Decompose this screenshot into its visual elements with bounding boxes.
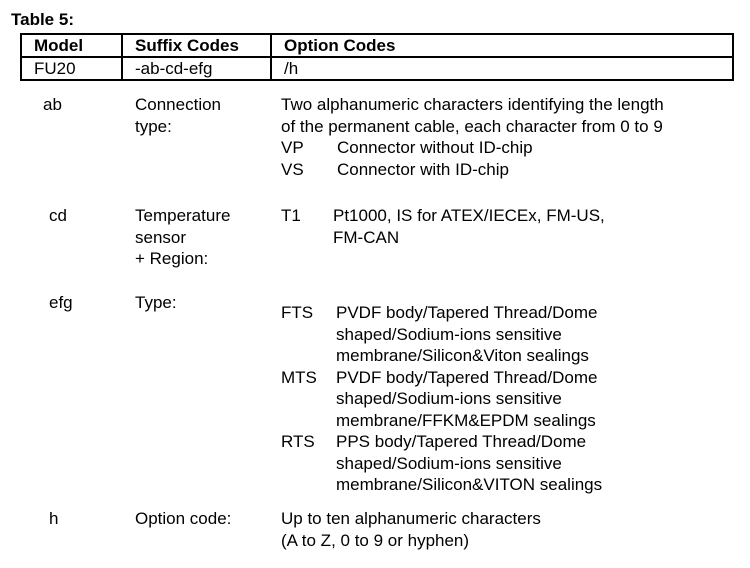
label-connection-type xyxy=(135,94,221,137)
table-row xyxy=(21,57,733,80)
option-rts xyxy=(281,431,602,453)
label-line: sensor xyxy=(135,227,187,247)
label-temperature-sensor xyxy=(135,205,230,270)
desc-line: of the permanent cable, each character from 0 to 9 xyxy=(281,116,663,136)
option-text: PVDF body/Tapered Thread/Dome xyxy=(336,367,598,387)
table-title: Table 5: xyxy=(11,10,74,29)
option-text: Connector without ID-chip xyxy=(337,138,533,157)
option-text-continued: shaped/Sodium-ions sensitive xyxy=(336,324,562,344)
desc-line: (A to Z, 0 to 9 or hyphen) xyxy=(281,530,470,550)
header-suffix-codes: Suffix Codes xyxy=(122,34,271,57)
option-text-continued: FM-CAN xyxy=(333,227,400,247)
option-vs xyxy=(281,159,664,181)
label-line: Temperature xyxy=(135,206,231,225)
code-cd: cd xyxy=(49,206,67,225)
option-t1 xyxy=(281,205,605,227)
desc-line: Up to ten alphanumeric characters xyxy=(281,509,541,528)
label-line: + Region: xyxy=(135,249,209,268)
model-code-table xyxy=(20,33,734,81)
desc-ab xyxy=(281,94,664,180)
option-code: T1 xyxy=(281,206,301,225)
option-text: Connector with ID-chip xyxy=(337,159,509,179)
option-code: VP xyxy=(281,138,304,157)
option-text: PVDF body/Tapered Thread/Dome xyxy=(336,303,598,322)
option-text: Pt1000, IS for ATEX/IECEx, FM-US, xyxy=(333,206,605,225)
desc-efg xyxy=(281,302,602,496)
header-model: Model xyxy=(21,34,122,57)
cell-model: FU20 xyxy=(21,57,122,80)
table-header-row xyxy=(21,34,733,57)
option-code: VS xyxy=(281,159,304,179)
option-text: PPS body/Tapered Thread/Dome xyxy=(336,432,587,451)
label-type: Type: xyxy=(135,293,177,312)
desc-line: Two alphanumeric characters identifying the length xyxy=(281,95,664,114)
option-fts xyxy=(281,302,602,324)
cell-suffix: -ab-cd-efg xyxy=(122,57,271,80)
option-mts xyxy=(281,367,602,389)
code-ab: ab xyxy=(43,95,62,114)
option-code: MTS xyxy=(281,367,317,387)
option-text-continued: membrane/FFKM&EPDM sealings xyxy=(336,410,596,430)
label-line: Connection xyxy=(135,95,222,114)
option-code: FTS xyxy=(281,303,314,322)
option-text-continued: membrane/Silicon&VITON sealings xyxy=(336,475,603,494)
label-line: type: xyxy=(135,116,172,136)
label-option-code: Option code: xyxy=(135,509,232,528)
option-text-continued: shaped/Sodium-ions sensitive xyxy=(336,389,562,408)
option-text-continued: membrane/Silicon&Viton sealings xyxy=(336,346,589,365)
desc-cd xyxy=(281,205,605,248)
desc-h xyxy=(281,508,541,551)
option-vp xyxy=(281,137,664,159)
cell-option: /h xyxy=(271,57,733,80)
code-efg: efg xyxy=(49,293,73,312)
header-option-codes: Option Codes xyxy=(271,34,733,57)
code-h: h xyxy=(49,509,59,528)
option-text-continued: shaped/Sodium-ions sensitive xyxy=(336,453,562,473)
option-code: RTS xyxy=(281,432,315,451)
